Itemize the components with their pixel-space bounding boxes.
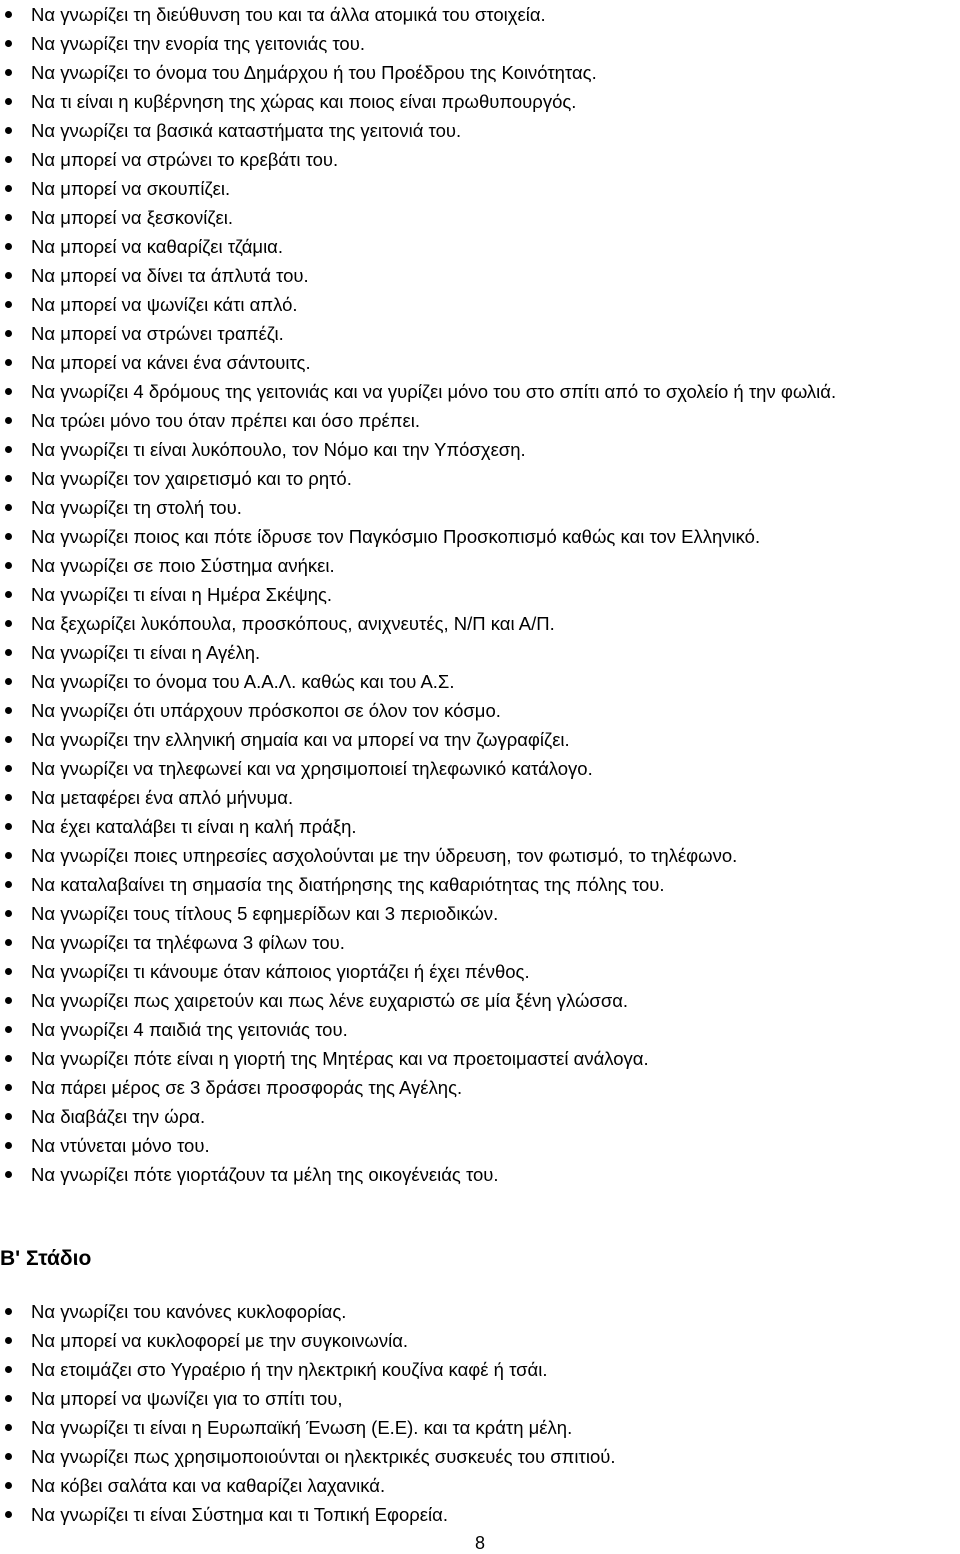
list-item [0,667,958,696]
bullet-icon [5,98,12,105]
bullet-icon [5,620,12,627]
list-item [0,1442,958,1471]
bullet-icon [5,156,12,163]
bullet-icon [5,1084,12,1091]
bullet-icon [5,214,12,221]
list-item-text: Να μπορεί να ψωνίζει κάτι απλό. [31,294,298,315]
list-item [0,1355,958,1384]
list-item [0,551,958,580]
list-item [0,203,958,232]
list-item-text: Να κόβει σαλάτα και να καθαρίζει λαχανικά. [31,1475,386,1496]
bullet-icon [5,127,12,134]
list-item-text: Να γνωρίζει σε ποιο Σύστημα ανήκει. [31,555,335,576]
list-item [0,1073,958,1102]
list-item-text: Να μπορεί να στρώνει τραπέζι. [31,323,284,344]
list-item [0,58,958,87]
list-item-text: Να μπορεί να δίνει τα άπλυτά του. [31,265,309,286]
bullet-icon [5,968,12,975]
list-item [0,696,958,725]
list-item-text: Να καταλαβαίνει τη σημασία της διατήρησης της καθαριότητας της πόλης του. [31,874,665,895]
bullet-icon [5,533,12,540]
bullet-icon [5,765,12,772]
list-item-text: Να γνωρίζει ποιος και πότε ίδρυσε τον Παγκόσμιο Προσκοπισμό καθώς και τον Ελληνικό. [31,526,761,547]
list-item [0,145,958,174]
list-item-text: Να γνωρίζει τι κάνουμε όταν κάποιος γιορτάζει ή έχει πένθος. [31,961,530,982]
bullet-icon [5,69,12,76]
list-item [0,812,958,841]
list-item-text: Να ξεχωρίζει λυκόπουλα, προσκόπους, ανιχνευτές, Ν/Π και Α/Π. [31,613,555,634]
list-item-text: Να γνωρίζει πότε είναι η γιορτή της Μητέρας και να προετοιμαστεί ανάλογα. [31,1048,649,1069]
list-item-text: Να ετοιμάζει στο Υγραέριο ή την ηλεκτρική κουζίνα καφέ ή τσάι. [31,1359,548,1380]
list-item-text: Να γνωρίζει τη διεύθυνση του και τα άλλα ατομικά του στοιχεία. [31,4,546,25]
list-item [0,1044,958,1073]
list-item [0,841,958,870]
list-item [0,638,958,667]
list-item [0,319,958,348]
list-item [0,899,958,928]
list-item [0,1015,958,1044]
list-item [0,986,958,1015]
list-item [0,522,958,551]
bullet-icon [5,649,12,656]
list-item [0,348,958,377]
bullet-icon [5,1026,12,1033]
bullet-icon [5,185,12,192]
list-item [0,725,958,754]
list-item-text: Να γνωρίζει ότι υπάρχουν πρόσκοποι σε όλον τον κόσμο. [31,700,501,721]
list-item-text: Να γνωρίζει τα βασικά καταστήματα της γειτονιά του. [31,120,462,141]
list-item-text: Να μπορεί να στρώνει το κρεβάτι του. [31,149,339,170]
list-item [0,406,958,435]
list-item-text: Να γνωρίζει πως χαιρετούν και πως λένε ευχαριστώ σε μία ξένη γλώσσα. [31,990,629,1011]
bullet-icon [5,823,12,830]
list-item-text: Να γνωρίζει τα τηλέφωνα 3 φίλων του. [31,932,345,953]
list-item [0,1384,958,1413]
list-item [0,29,958,58]
list-item-text: Να τι είναι η κυβέρνηση της χώρας και ποιος είναι πρωθυπουργός. [31,91,577,112]
bullet-icon [5,1337,12,1344]
bullet-icon [5,997,12,1004]
list-item-text: Να γνωρίζει τη στολή του. [31,497,242,518]
bullet-icon [5,1511,12,1518]
bullet-icon [5,417,12,424]
bullet-icon [5,1366,12,1373]
list-item [0,464,958,493]
bullet-icon [5,1453,12,1460]
page-number: 8 [474,1533,485,1553]
list-item [0,928,958,957]
bullet-icon [5,40,12,47]
list-item [0,232,958,261]
bullet-icon [5,939,12,946]
bullet-icon [5,1113,12,1120]
bullet-icon [5,562,12,569]
list-item-text: Να μπορεί να καθαρίζει τζάμια. [31,236,284,257]
list-item-text: Να μπορεί να κάνει ένα σάντουιτς. [31,352,311,373]
list-item [0,377,958,406]
bullet-icon [5,330,12,337]
bullet-icon [5,1308,12,1315]
bullet-icon [5,881,12,888]
list-item [0,1471,958,1500]
bullet-icon [5,794,12,801]
list-item-text: Να γνωρίζει την ενορία της γειτονιάς του. [31,33,365,54]
list-item [0,261,958,290]
list-item [0,1160,958,1189]
list-item-text: Να γνωρίζει 4 δρόμους της γειτονιάς και να γυρίζει μόνο του στο σπίτι από το σχολείο ή την φωλιά. [31,381,837,402]
list-item [0,435,958,464]
list-item-text: Να γνωρίζει τι είναι η Ημέρα Σκέψης. [31,584,333,605]
list-item [0,290,958,319]
list-item-text: Να γνωρίζει πως χρησιμοποιούνται οι ηλεκτρικές συσκευές του σπιτιού. [31,1446,616,1467]
bullet-icon [5,707,12,714]
bullet-icon [5,243,12,250]
list-item-text: Να γνωρίζει τι είναι Σύστημα και τι Τοπική Εφορεία. [31,1504,448,1525]
bullet-icon [5,1055,12,1062]
list-item-text: Να διαβάζει την ώρα. [31,1106,206,1127]
list-item-text: Να γνωρίζει πότε γιορτάζουν τα μέλη της οικογένειάς του. [31,1164,499,1185]
bullet-icon [5,272,12,279]
list-item [0,1297,958,1326]
list-item-text: Να γνωρίζει να τηλεφωνεί και να χρησιμοποιεί τηλεφωνικό κατάλογο. [31,758,593,779]
bullet-icon [5,1142,12,1149]
list-item-text: Να ντύνεται μόνο του. [31,1135,210,1156]
list-item-text: Να γνωρίζει το όνομα του Δημάρχου ή του Προέδρου της Κοινότητας. [31,62,597,83]
list-item [0,609,958,638]
list-item [0,174,958,203]
requirements-list-b [0,1297,958,1529]
list-item [0,870,958,899]
bullet-icon [5,678,12,685]
bullet-icon [5,910,12,917]
list-item [0,1326,958,1355]
list-item-text: Να μπορεί να σκουπίζει. [31,178,231,199]
bullet-icon [5,1395,12,1402]
list-item-text: Να γνωρίζει του κανόνες κυκλοφορίας. [31,1301,347,1322]
list-item-text: Να έχει καταλάβει τι είναι η καλή πράξη. [31,816,357,837]
bullet-icon [5,736,12,743]
list-item [0,1500,958,1529]
list-item [0,1413,958,1442]
list-item-text: Να μπορεί να κυκλοφορεί με την συγκοινωνία. [31,1330,409,1351]
list-item [0,493,958,522]
section-heading-stage-b: Β' Στάδιο [0,1247,92,1270]
list-item-text: Να γνωρίζει τους τίτλους 5 εφημερίδων και 3 περιοδικών. [31,903,499,924]
list-item-text: Να γνωρίζει τι είναι η Αγέλη. [31,642,261,663]
list-item-text: Να μεταφέρει ένα απλό μήνυμα. [31,787,294,808]
bullet-icon [5,388,12,395]
bullet-icon [5,1424,12,1431]
list-item-text: Να γνωρίζει τι είναι η Ευρωπαϊκή Ένωση (Ε.Ε). και τα κράτη μέλη. [31,1417,573,1438]
list-item-text: Να μπορεί να ψωνίζει για το σπίτι του, [31,1388,343,1409]
list-item [0,957,958,986]
list-item [0,1102,958,1131]
list-item [0,87,958,116]
bullet-icon [5,359,12,366]
list-item-text: Να γνωρίζει 4 παιδιά της γειτονιάς του. [31,1019,348,1040]
list-item [0,783,958,812]
bullet-icon [5,11,12,18]
bullet-icon [5,475,12,482]
bullet-icon [5,591,12,598]
list-item [0,754,958,783]
bullet-icon [5,852,12,859]
list-item [0,1131,958,1160]
list-item [0,116,958,145]
list-item-text: Να πάρει μέρος σε 3 δράσει προσφοράς της Αγέλης. [31,1077,463,1098]
list-item-text: Να γνωρίζει τον χαιρετισμό και το ρητό. [31,468,352,489]
list-item [0,580,958,609]
list-item [0,0,958,29]
list-item-text: Να τρώει μόνο του όταν πρέπει και όσο πρέπει. [31,410,421,431]
list-item-text: Να γνωρίζει τι είναι λυκόπουλο, τον Νόμο και την Υπόσχεση. [31,439,526,460]
bullet-icon [5,504,12,511]
bullet-icon [5,1482,12,1489]
bullet-icon [5,1171,12,1178]
list-item-text: Να γνωρίζει την ελληνική σημαία και να μπορεί να την ζωγραφίζει. [31,729,570,750]
list-item-text: Να μπορεί να ξεσκονίζει. [31,207,234,228]
list-item-text: Να γνωρίζει ποιες υπηρεσίες ασχολούνται με την ύδρευση, τον φωτισμό, το τηλέφωνο. [31,845,738,866]
bullet-icon [5,446,12,453]
bullet-icon [5,301,12,308]
list-item-text: Να γνωρίζει το όνομα του Α.Α.Λ. καθώς και του Α.Σ. [31,671,455,692]
